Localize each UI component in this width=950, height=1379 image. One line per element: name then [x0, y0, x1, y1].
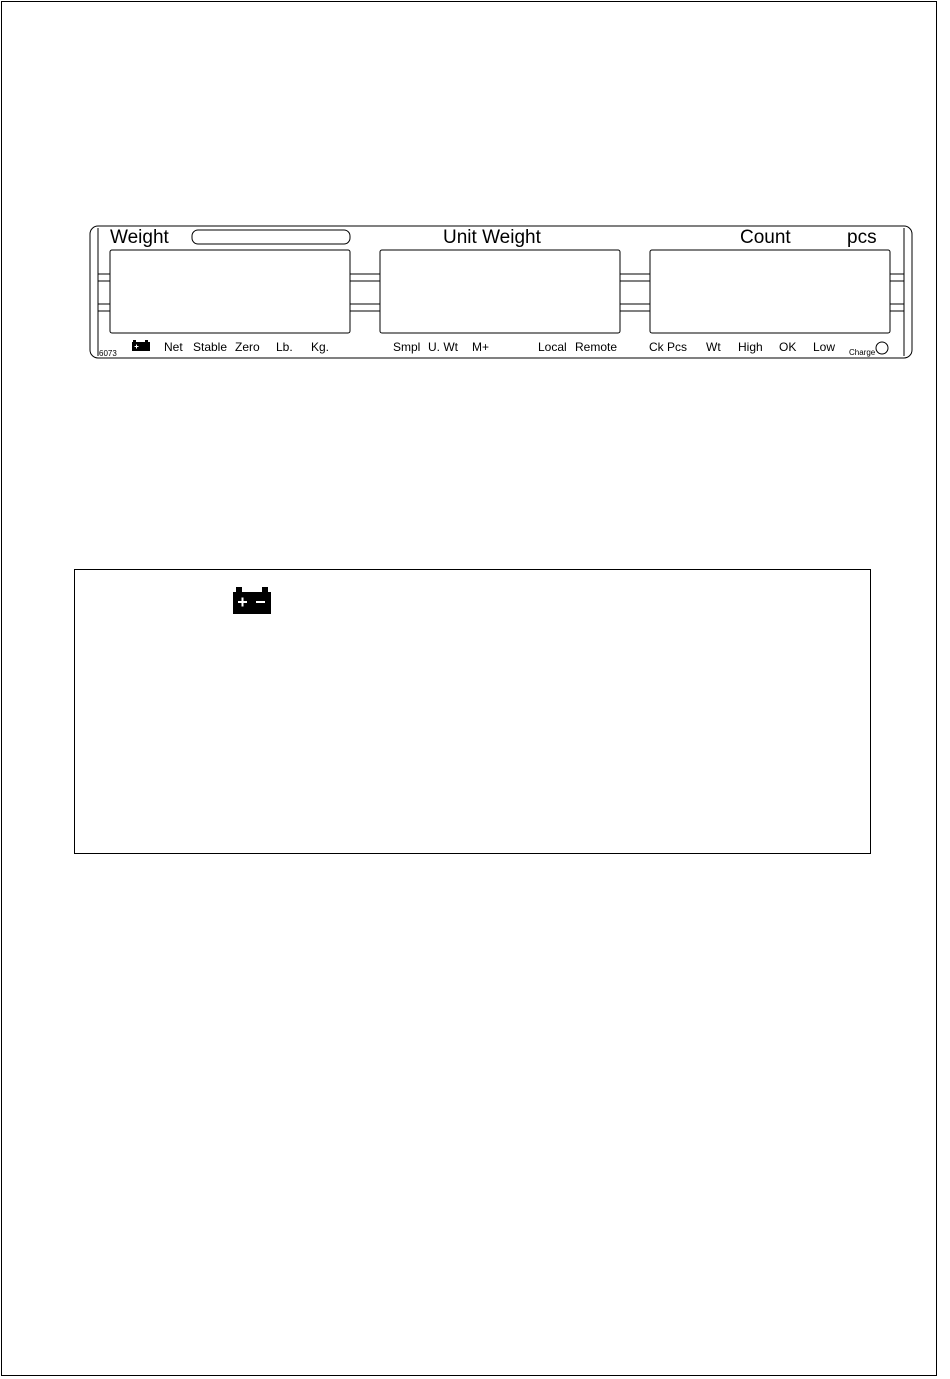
lcd-display-panel — [89, 225, 913, 359]
part-number: 6073 — [99, 349, 117, 358]
annunciator-low: Low — [813, 340, 836, 354]
pcs-label: pcs — [847, 227, 877, 248]
annunciator-stable: Stable — [193, 340, 228, 354]
annunciator-remote: Remote — [575, 340, 618, 354]
annunciator-wt: Wt — [706, 340, 721, 354]
annunciator-charge: Charge — [849, 348, 876, 357]
unit-weight-label: Unit Weight — [443, 227, 541, 248]
annunciator-u-wt: U. Wt — [428, 340, 458, 354]
charge-led-icon — [875, 341, 889, 355]
annunciator-ok: OK — [779, 340, 797, 354]
battery-icon — [132, 339, 150, 351]
annunciator-high: High — [738, 340, 763, 354]
symbol-legend-box — [74, 569, 871, 854]
annunciator-kg: Kg. — [311, 340, 330, 354]
annunciator-smpl: Smpl — [393, 340, 421, 354]
weight-label: Weight — [110, 227, 169, 248]
battery-icon — [233, 587, 271, 614]
count-label: Count — [740, 227, 791, 248]
annunciator-ck-pcs: Ck Pcs — [649, 340, 688, 354]
annunciator-zero: Zero — [235, 340, 260, 354]
annunciator-local: Local — [538, 340, 567, 354]
annunciator-m-plus: M+ — [472, 340, 490, 354]
annunciator-lb: Lb. — [276, 340, 293, 354]
annunciator-net: Net — [164, 340, 183, 354]
